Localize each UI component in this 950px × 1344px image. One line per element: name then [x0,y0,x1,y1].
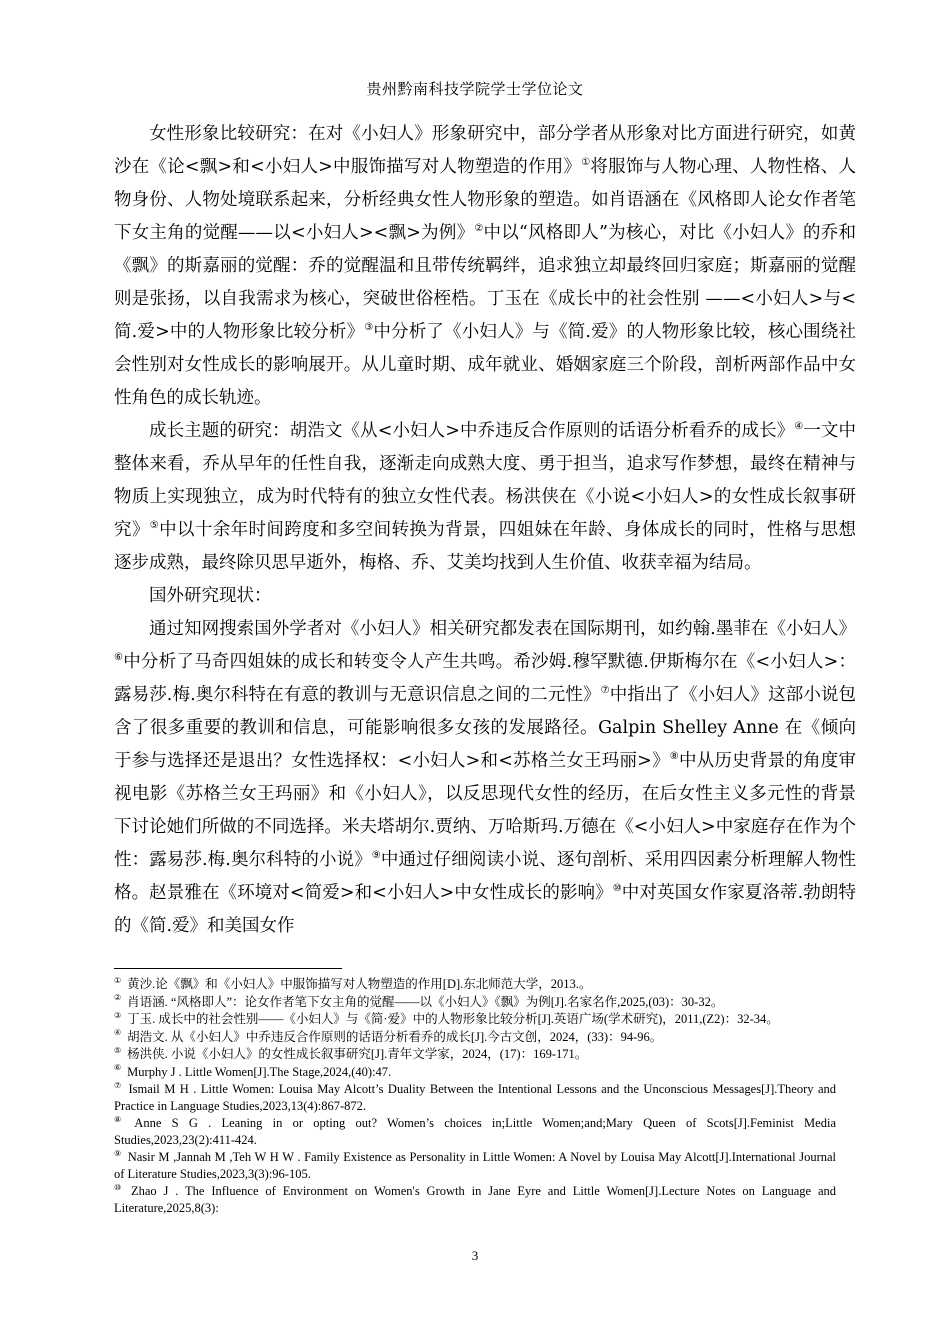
footnote [114,1149,836,1182]
footnote [114,976,836,993]
footnote-ref: ② [474,223,484,235]
footnote-mark: ⑧ [114,1114,129,1124]
footnote-text: Zhao J . The Influence of Environment on Women's Growth in Jane Eyre and Little Women[J].Lecture Notes on Language and Literature,2025,8(3): [114,1184,837,1215]
footnote-text: 黄沙.论《飘》和《小妇人》中服饰描写对人物塑造的作用[D].东北师范大学，2013.。 [127,977,592,991]
footnote [114,1064,836,1081]
footnote [114,1115,836,1148]
footnote [114,1183,836,1216]
footnote-text: Murphy J . Little Women[J].The Stage,2024,(40):47. [127,1064,392,1079]
footnote-ref: ⑥ [114,652,124,664]
footnote [114,994,836,1011]
footnote-text: Anne S G . Leaning in or opting out? Women’s choices in;Little Women;and;Mary Queen of Scots[J].Feminist Media Studies,2023,23(2):411-424. [114,1116,836,1147]
paragraph-text: 成长主题的研究：胡浩文《从<小妇人>中乔违反合作原则的话语分析看乔的成长》 [149,421,795,441]
footnote-ref: ⑨ [371,850,381,862]
paragraph-text: 国外研究现状： [149,586,272,606]
page-number: 3 [471,1248,479,1263]
paragraph-text: 中对英国女作家夏洛蒂.勃朗特的《简.爱》和美国女作 [114,883,857,936]
footnote [114,1081,836,1114]
paragraph [114,580,856,613]
footnote-ref: ⑤ [149,520,160,532]
paragraph-text: 中从历史背景的角度审视电影《苏格兰女王玛丽》和《小妇人》，以反思现代女性的经历，在后女性主义多元性的背景下讨论她们所做的不同选择。米夫塔胡尔.贾纳、万哈斯玛.万德在《<小妇人>中家庭存在作为个性：露易莎.梅.奥尔科特的小说》 [114,751,857,870]
footnote [114,1011,836,1028]
footnote-ref: ③ [364,322,374,334]
footnote-text: Nasir M ,Jannah M ,Teh W H W . Family Existence as Personality in Little Women: A Novel by Louisa May Alcott[J].International Journal of Literature Studies,2023,3(3):96-105. [114,1150,837,1181]
footnote-mark: ① [114,975,122,985]
footnote-text: 杨洪侠. 小说《小妇人》的女性成长叙事研究[J].青年文学家，2024，(17)：169-171。 [127,1047,588,1061]
footnote-ref: ④ [794,421,804,433]
paragraph-text: 女性形象比较研究：在对《小妇人》形象研究中，部分学者从形象对比方面进行研究，如黄沙在《论<飘>和<小妇人>中服饰描写对人物塑造的作用》 [114,124,856,177]
footnote-mark: ⑨ [114,1148,122,1158]
footnote-mark: ③ [114,1010,122,1020]
footnote-text: 丁玉. 成长中的社会性别——《小妇人》与《简·爱》中的人物形象比较分析[J].英语广场(学术研究)，2011,(Z2)：32-34。 [127,1012,779,1026]
footnote-mark: ⑩ [114,1182,125,1192]
footnote-text: 胡浩文. 从《小妇人》中乔违反合作原则的话语分析看乔的成长[J].今古文创，2024，(33)：94-96。 [127,1029,663,1044]
footnotes [114,976,836,1217]
paragraph-text: 一文中整体来看，乔从早年的任性自我，逐渐走向成熟大度、勇于担当，追求写作梦想，最终在精神与物质上实现独立，成为时代特有的独立女性代表。杨洪侠在《小说<小妇人>的女性成长叙事研究》 [114,421,856,540]
running-header: 贵州黔南科技学院学士学位论文 [366,80,584,98]
paragraph [114,118,856,415]
footnote-ref: ⑦ [600,685,610,697]
footnote-mark: ⑤ [114,1045,122,1055]
footnote-ref: ① [581,157,591,169]
footnote-mark: ④ [114,1028,122,1038]
paragraph-text: 中分析了马奇四姐妹的成长和转变令人产生共鸣。希沙姆.穆罕默德.伊斯梅尔在《<小妇人>：露易莎.梅.奥尔科特在有意的教训与无意识信息之间的二元性》 [114,652,856,705]
footnote-text: Ismail M H . Little Women: Louisa May Alcott’s Duality Between the Intentional Lessons and the Unconscious Messages[J].Theory and Practice in Language Studies,2023,13(4):867-872. [114,1082,836,1113]
footnote-text: 肖语涵. “风格即人”：论女作者笔下女主角的觉醒——以《小妇人》《飘》为例[J].名家名作,2025,(03)：30-32。 [127,994,724,1009]
footnote [114,1029,836,1046]
paragraph [114,613,856,943]
footnote [114,1046,836,1063]
footnote-mark: ⑦ [114,1080,123,1090]
paragraph-text: 中指出了《小妇人》这部小说包含了很多重要的教训和信息，可能影响很多女孩的发展路径。Galpin Shelley Anne 在《倾向于参与选择还是退出？女性选择权：<小妇人>和<苏格兰女王玛丽>》 [114,685,857,771]
paragraph-text: 中分析了《小妇人》与《简.爱》的人物形象比较，核心围绕社会性别对女性成长的影响展开。从儿童时期、成年就业、婚姻家庭三个阶段，剖析两部作品中女性角色的成长轨迹。 [114,322,856,408]
footnote-ref: ⑩ [612,883,622,895]
paragraph [114,415,856,580]
body-text [114,118,856,943]
paragraph-text: 中以“风格即人”为核心，对比《小妇人》的乔和《飘》的斯嘉丽的觉醒：乔的觉醒温和且带传统羁绊，追求独立却最终回归家庭；斯嘉丽的觉醒则是张扬，以自我需求为核心，突破世俗桎梏。丁玉在《成长中的社会性别 ——<小妇人>与<简.爱>中的人物形象比较分析》 [114,223,856,342]
paragraph-text: 通过知网搜索国外学者对《小妇人》相关研究都发表在国际期刊，如约翰.墨菲在《小妇人》 [149,619,856,639]
footnote-mark: ② [114,993,122,1003]
paragraph-text: 将服饰与人物心理、人物性格、人物身份、人物处境联系起来，分析经典女性人物形象的塑造。如肖语涵在《风格即人论女作者笔下女主角的觉醒——以<小妇人><飘>为例》 [114,157,857,243]
paragraph-text: 中通过仔细阅读小说、逐句剖析、采用四因素分析理解人物性格。赵景雅在《环境对<简爱>和<小妇人>中女性成长的影响》 [114,850,857,903]
footnote-ref: ⑧ [669,751,679,763]
footnote-separator [114,968,342,969]
paragraph-text: 中以十余年时间跨度和多空间转换为背景，四姐妹在年龄、身体成长的同时，性格与思想逐步成熟，最终除贝思早逝外，梅格、乔、艾美均找到人生价值、收获幸福为结局。 [114,520,857,573]
footnote-mark: ⑥ [114,1063,122,1073]
